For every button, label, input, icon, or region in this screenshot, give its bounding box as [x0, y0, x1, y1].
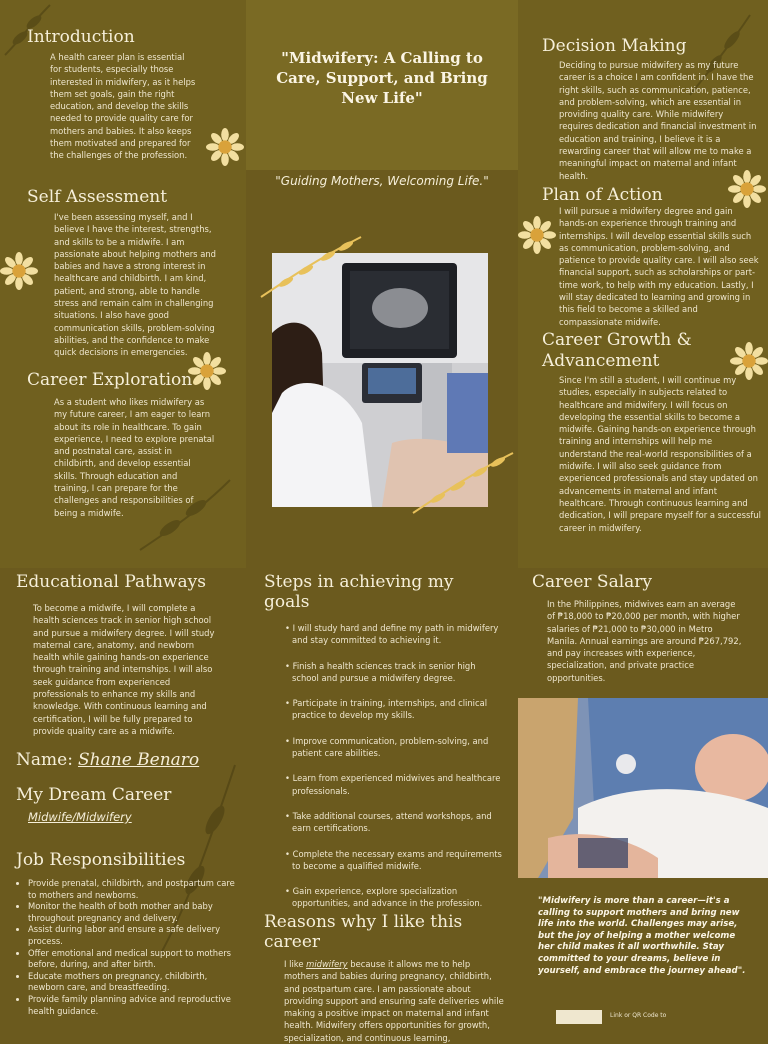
career-exploration-section: [27, 370, 215, 519]
career-salary-section: [532, 572, 744, 684]
step-text: Finish a health sciences track in senior high school and pursue a midwifery degree.: [292, 660, 476, 683]
list-item: • Gain experience, explore specialization opportunities, and advance in the profession.: [285, 886, 483, 909]
steps-heading: Steps in achieving my goals: [264, 572, 454, 612]
educational-pathways-heading: Educational Pathways: [16, 572, 206, 592]
introduction-body: A health career plan is essential for students, especially those interested in midwifery, as it helps them set goals, gain the right education, and develop the skills needed to provide quality care for mothers and babies. It also keeps them motivated and prepared for the challenges of the profession.: [50, 52, 196, 161]
reasons-heading: Reasons why I like this career: [264, 912, 463, 952]
golden-leaf-branch-icon: [408, 448, 518, 518]
qr-note-line1: Link or QR Code to: [610, 1012, 667, 1019]
self-assessment-body: I've been assessing myself, and I believe I have the interest, strengths, and skills to be a midwife. I am passionate about helping mothers and babies and have a strong interest in healthcare and childbirth. I am kind, patient, and strong, able to handle stress and remain calm in challenging situations. I also have good communication skills, problem-solving abilities, and the confidence to make quick decisions in emergencies.: [54, 212, 216, 358]
list-item: • Assist during labor and ensure a safe delivery process.: [28, 924, 236, 947]
name-label: Name:: [16, 750, 73, 770]
job-responsibilities-list: [16, 878, 236, 1017]
educational-pathways-body: To become a midwife, I will complete a health sciences track in senior high school and pursue a midwifery degree. I will study maternal care, anatomy, and newborn health while gaining hands-on experience through training and internships. I will also seek guidance from experienced professionals to enhance my skills and knowledge. With continuous learning and certification, I will be fully prepared to provide quality care as a midwife.: [33, 603, 215, 736]
step-text: Complete the necessary exams and requirements to become a qualified midwife.: [292, 848, 502, 871]
list-item: • Complete the necessary exams and requirements to become a qualified midwife.: [285, 848, 502, 871]
step-text: Participate in training, internships, and clinical practice to develop my skills.: [292, 698, 488, 721]
steps-list: [284, 622, 502, 910]
career-exploration-body: As a student who likes midwifery as my future career, I am eager to learn about its role in healthcare. To gain experience, I need to explore prenatal and postnatal care, assist in childbirth, and develop essential skills. Through education and training, I can prepare for the challenges and responsibilities of being a midwife.: [54, 397, 215, 518]
poster-title: "Midwifery: A Calling to Care, Support, and Bring New Life": [276, 49, 488, 107]
plan-of-action-section: [542, 185, 760, 328]
step-text: I will study hard and define my path in midwifery and stay committed to achieving it.: [292, 623, 499, 646]
qr-code[interactable]: [556, 1010, 602, 1024]
career-salary-body: In the Philippines, midwives earn an average of ₱18,000 to ₱20,000 per month, with higher salaries of ₱21,000 to ₱30,000 in Metro Manila. Annual earnings are around ₱267,792, and pay increases with experience, specialization, and private practice opportunities.: [547, 599, 742, 683]
decision-making-body: Deciding to pursue midwifery as my future career is a choice I am confident in. I have the right skills, such as communication, patience, and problem-solving, which are essential in providing quality care. While midwifery requires dedication and financial investment in education and training, I believe it is a rewarding career that will allow me to make a meaningful impact on maternal and infant health.: [559, 60, 757, 181]
career-growth-heading-line1: Career Growth &: [542, 330, 692, 350]
introduction-section: [27, 27, 197, 162]
poster-tagline: "Guiding Mothers, Welcoming Life.": [275, 174, 489, 188]
reasons-body: [284, 958, 504, 1044]
qr-note: [610, 1012, 666, 1019]
midwife-holding-newborn-icon: [518, 698, 768, 878]
career-growth-heading-line2: Advancement: [542, 351, 660, 371]
list-item: • Participate in training, internships, and clinical practice to develop my skills.: [285, 698, 488, 721]
career-growth-body: Since I'm still a student, I will continue my studies, especially in subjects related to healthcare and midwifery. I will focus on developing the essential skills to become a midwife. Gaining hands-on experience through training and internships will help me understand the real-world responsibilities of a midwife. I will also seek guidance from experienced professionals and stay updated on advancements in maternal and infant healthcare. Through continuous learning and dedication, I will prepare myself for a successful career in midwifery.: [559, 375, 761, 533]
step-text: Gain experience, explore specialization opportunities, and advance in the profession.: [292, 886, 483, 909]
step-text: Learn from experienced midwives and healthcare professionals.: [292, 773, 501, 796]
reasons-midwifery-link[interactable]: midwifery: [306, 959, 348, 969]
reasons-body-rest: because it allows me to help mothers and babies during pregnancy, childbirth, and postpartum care. I am passionate about providing support and ensuring safe deliveries while making a positive impact on maternal and infant health. Midwifery offers opportunities for growth, specialization, and continuous learning,: [284, 959, 504, 1043]
reasons-body-prefix: I like: [284, 959, 307, 969]
list-item: • Finish a health sciences track in senior high school and pursue a midwifery degree.: [285, 660, 476, 683]
job-responsibilities-section: [16, 850, 236, 1017]
list-item: • Provide prenatal, childbirth, and postpartum care to mothers and newborns.: [28, 878, 236, 901]
step-text: Take additional courses, attend workshops, and earn certifications.: [292, 810, 492, 834]
self-assessment-section: [27, 187, 225, 359]
newborn-photo: [518, 698, 768, 878]
dream-career-heading: My Dream Career: [16, 785, 172, 805]
dream-career-value: Midwife/Midwifery: [28, 810, 132, 824]
educational-pathways-section: [16, 572, 216, 737]
step-text: Improve communication, problem-solving, and patient care abilities.: [292, 735, 489, 759]
job-responsibilities-heading: Job Responsibilities: [16, 850, 186, 870]
career-salary-heading: Career Salary: [532, 572, 653, 592]
list-item: • Offer emotional and medical support to mothers before, during, and after birth.: [28, 948, 236, 971]
list-item: • I will study hard and define my path in midwifery and stay committed to achieving it.: [285, 623, 499, 646]
steps-section: [264, 572, 502, 923]
reasons-section: [264, 912, 504, 1044]
daisy-flower-icon: [206, 128, 244, 166]
inspirational-quote: "Midwifery is more than a career—it's a calling to support mothers and bring new life into the world. Challenges may arise, but the joy of helping a mother welcome her child makes it all worthwhile. Stay committed to your dreams, believe in yourself, and embrace the journey ahead".: [538, 896, 746, 976]
list-item: • Take additional courses, attend workshops, and earn certifications.: [285, 810, 492, 834]
dream-career-section: [16, 785, 236, 824]
career-exploration-heading: Career Exploration: [27, 370, 193, 390]
golden-leaf-branch-icon: [256, 232, 366, 302]
plan-of-action-body: I will pursue a midwifery degree and gain hands-on experience through training and internships. I will develop essential skills such as communication, problem-solving, and patience to provide quality care. I will also seek financial support, such as scholarships or part-time work, to help with my education. Lastly, I will stay dedicated to learning and growing in this field to become a skilled and compassionate midwife.: [559, 206, 759, 327]
list-item: • Provide family planning advice and reproductive health guidance.: [28, 994, 236, 1017]
plan-of-action-heading: Plan of Action: [542, 185, 663, 205]
decision-making-section: [542, 36, 760, 182]
career-growth-section: [542, 330, 762, 534]
career-growth-heading: [542, 330, 762, 372]
list-item: • Educate mothers on pregnancy, childbirth, newborn care, and breastfeeding.: [28, 971, 236, 994]
list-item: • Monitor the health of both mother and baby throughout pregnancy and delivery.: [28, 901, 236, 924]
name-section: [16, 750, 236, 770]
decision-making-heading: Decision Making: [542, 36, 687, 56]
introduction-heading: Introduction: [27, 27, 135, 47]
self-assessment-heading: Self Assessment: [27, 187, 168, 207]
list-item: • Learn from experienced midwives and healthcare professionals.: [285, 773, 501, 796]
name-value: Shane Benaro: [78, 750, 200, 770]
list-item: • Improve communication, problem-solving, and patient care abilities.: [285, 735, 489, 759]
